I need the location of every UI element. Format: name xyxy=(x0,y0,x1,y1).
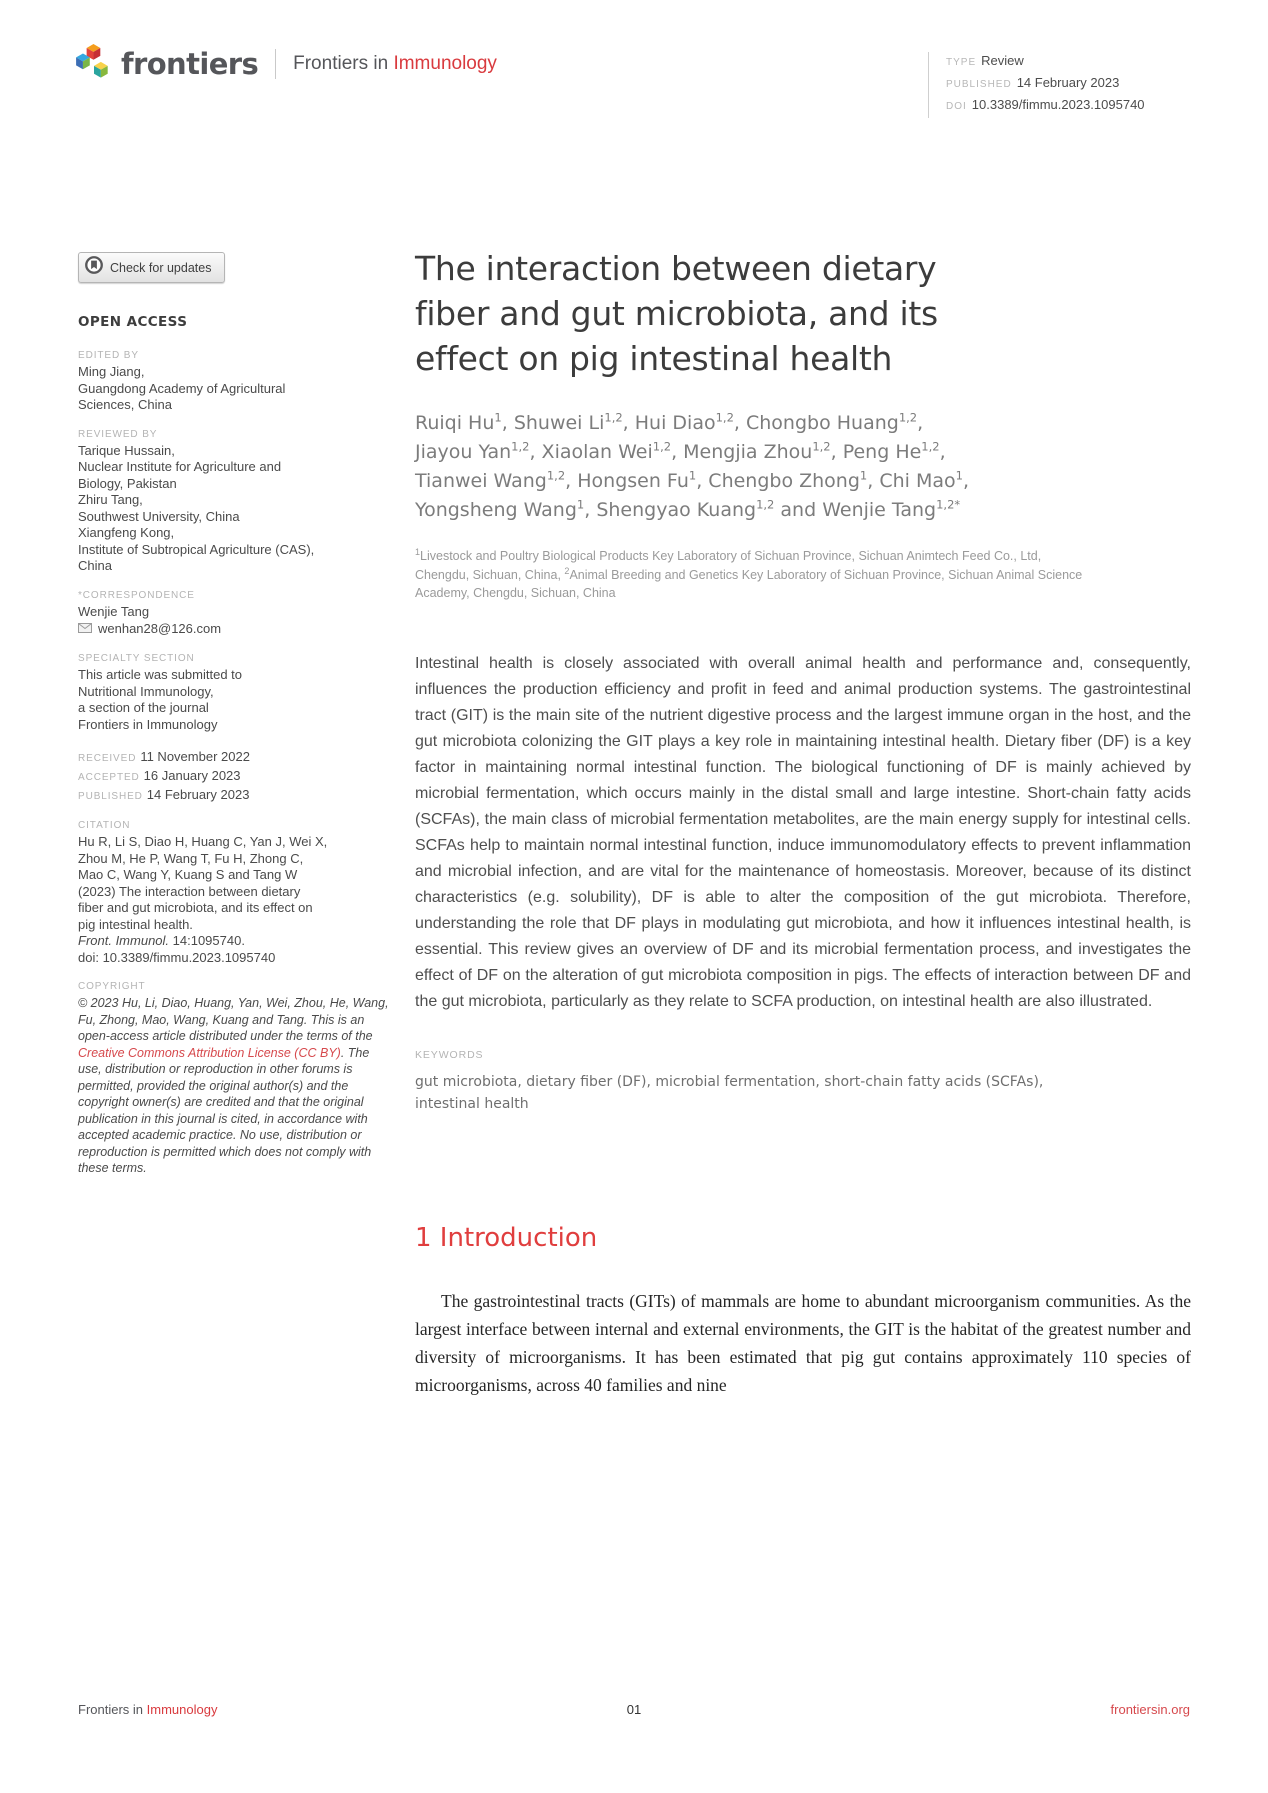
article-meta-block xyxy=(928,52,1226,118)
citation-line: Zhou M, He P, Wang T, Fu H, Zhong C, xyxy=(78,850,304,866)
specialty-line: a section of the journal xyxy=(78,700,209,715)
citation-journal-line xyxy=(78,933,394,950)
cc-by-license-link[interactable]: Creative Commons Attribution License (CC BY) xyxy=(78,1045,341,1060)
date-label: RECEIVED xyxy=(78,753,137,764)
reviewed-by-label: REVIEWED BY xyxy=(78,428,158,440)
meta-value: Review xyxy=(981,53,1024,68)
check-for-updates-label: Check for updates xyxy=(110,260,212,275)
specialty-line: Frontiers in Immunology xyxy=(78,716,218,732)
correspondence-email-link[interactable] xyxy=(78,620,394,638)
header-divider xyxy=(275,49,276,79)
dates-section xyxy=(78,748,394,805)
correspondence-section xyxy=(78,590,394,639)
citation-doi: doi: 10.3389/fimmu.2023.1095740 xyxy=(78,949,276,965)
citation-line: fiber and gut microbiota, and its effect on xyxy=(78,900,313,915)
correspondence-name: Wenjie Tang xyxy=(78,603,150,619)
citation-section xyxy=(78,820,394,966)
reviewed-by-line: Institute of Subtropical Agriculture (CAS), xyxy=(78,541,315,557)
abstract-text: Intestinal health is closely associated with overall animal health and performance and, consequently, influences the production efficiency and profit in feed and animal production systems. The gastrointestinal tract (GIT) is the main site of the nutrient digestive process and the largest immune organ in the host, and the gut microbiota colonizing the GIT plays a key role in maintaining intestinal health. Dietary fiber (DF) is a key factor in maintaining normal intestinal function. The biological functioning of DF is mainly achieved by microbial fermentation, which occurs mainly in the distal small and large intestine. Short-chain fatty acids (SCFAs), the main class of microbial fermentation metabolites, are the main energy supply for intestinal cells. SCFAs help to maintain normal intestinal function, induce immunomodulatory effects to prevent inflammation and microbial infection, and are vital for the maintenance of homeostasis. Moreover, because of its distinct characteristics (e.g. solubility), DF is able to alter the composition of the gut microbiota. Therefore, understanding the role that DF plays in modulating gut microbiota, and how it influences intestinal health, is essential. This review gives an overview of DF and its microbial fermentation process, and investigates the effect of DF on the alteration of gut microbiota composition in pigs. The effects of interaction between DF and the gut microbiota, particularly as they relate to SCFA production, on intestinal health are also illustrated. xyxy=(415,654,1191,1010)
citation-line: Mao C, Wang Y, Kuang S and Tang W xyxy=(78,867,298,882)
article-title-line: effect on pig intestinal health xyxy=(415,339,893,378)
meta-row xyxy=(946,74,1226,92)
citation-lines xyxy=(78,834,394,933)
footer-page-number: 01 xyxy=(626,1702,642,1717)
reviewed-by-line: Tarique Hussain, xyxy=(78,442,175,458)
date-row xyxy=(78,767,394,786)
specialty-section xyxy=(78,653,394,733)
keywords-line: gut microbiota, dietary fiber (DF), microbial fermentation, short-chain fatty acids (SCFAs), xyxy=(415,1073,1044,1090)
reviewed-by-lines xyxy=(78,443,394,575)
footer-journal-red: Immunology xyxy=(146,1702,218,1717)
author-list xyxy=(415,409,1191,525)
specialty-label: SPECIALTY SECTION xyxy=(78,653,195,664)
date-row xyxy=(78,748,394,767)
date-label: PUBLISHED xyxy=(78,791,143,802)
frontiers-logo-text: frontiers xyxy=(121,47,259,81)
edited-by-line: Guangdong Academy of Agricultural xyxy=(78,380,286,396)
open-access-badge: OPEN ACCESS xyxy=(78,314,188,330)
author-line: Ruiqi Hu$^1$, Shuwei Li$^{1,2}$, Hui Diao$^{1,2}$, Chongbo Huang$^{1,2}$, xyxy=(415,410,924,434)
copyright-section xyxy=(78,981,394,1177)
meta-label: PUBLISHED xyxy=(946,79,1012,90)
reviewed-by-line: Biology, Pakistan xyxy=(78,475,177,491)
meta-value: 14 February 2023 xyxy=(1016,75,1120,90)
crossmark-icon xyxy=(85,256,103,279)
date-value: 14 February 2023 xyxy=(146,787,250,802)
author-line: Yongsheng Wang$^1$, Shengyao Kuang$^{1,2}$ and Wenjie Tang$^{1,2*}$ xyxy=(415,497,961,521)
footer-journal xyxy=(78,1702,449,1717)
page-footer xyxy=(78,1702,1190,1717)
section-heading-introduction: 1 Introduction xyxy=(415,1222,598,1253)
copyright-before-link: © 2023 Hu, Li, Diao, Huang, Yan, Wei, Zhou, He, Wang, Fu, Zhong, Mao, Wang, Kuang and Tang. This is an open-access article distributed under the terms of the xyxy=(78,996,389,1043)
affiliations: $^1$Livestock and Poultry Biological Products Key Laboratory of Sichuan Province, Sichuan Animtech Feed Co., Ltd, Chengdu, Sichuan, China, $^2$Animal Breeding and Genetics Key Laboratory of Sichuan Province, Sichuan Animal Science Academy, Chengdu, Sichuan, China xyxy=(415,546,1083,600)
footer-journal-prefix: Frontiers in xyxy=(78,1702,147,1717)
correspondence-label: *CORRESPONDENCE xyxy=(78,589,195,601)
copyright-text xyxy=(78,995,394,1177)
envelope-icon xyxy=(78,620,92,638)
check-for-updates-button[interactable] xyxy=(78,252,225,283)
reviewed-by-line: Nuclear Institute for Agriculture and xyxy=(78,459,282,474)
journal-name xyxy=(293,53,497,75)
keywords-label: KEYWORDS xyxy=(415,1048,484,1061)
reviewed-by-line: Zhiru Tang, xyxy=(78,492,143,507)
edited-by-section xyxy=(78,350,394,414)
article-body xyxy=(415,246,1191,1399)
citation-line: Hu R, Li S, Diao H, Huang C, Yan J, Wei X, xyxy=(78,834,328,849)
copyright-label: COPYRIGHT xyxy=(78,981,146,992)
article-title xyxy=(415,246,1191,381)
citation-journal-name: Front. Immunol. xyxy=(78,933,170,948)
citation-line: pig intestinal health. xyxy=(78,916,193,932)
citation-line: (2023) The interaction between dietary xyxy=(78,883,301,899)
reviewed-by-line: Xiangfeng Kong, xyxy=(78,525,175,540)
meta-label: TYPE xyxy=(946,57,977,68)
edited-by-label: EDITED BY xyxy=(78,350,139,361)
keywords-line: intestinal health xyxy=(415,1095,529,1112)
author-line: Tianwei Wang$^{1,2}$, Hongsen Fu$^1$, Chengbo Zhong$^1$, Chi Mao$^1$, xyxy=(415,468,970,492)
edited-by-lines xyxy=(78,364,394,414)
date-value: 11 November 2022 xyxy=(140,749,250,764)
frontiers-logo xyxy=(76,44,497,84)
meta-row xyxy=(946,52,1226,70)
article-title-line: fiber and gut microbiota, and its xyxy=(415,294,938,333)
author-line: Jiayou Yan$^{1,2}$, Xiaolan Wei$^{1,2}$, Mengjia Zhou$^{1,2}$, Peng He$^{1,2}$, xyxy=(415,439,946,463)
correspondence-email: wenhan28@126.com xyxy=(98,621,222,636)
frontiers-cubes-icon xyxy=(76,44,112,84)
journal-name-red: Immunology xyxy=(393,53,497,74)
date-label: ACCEPTED xyxy=(78,772,140,783)
reviewed-by-line: China xyxy=(78,558,112,573)
footer-site-link[interactable]: frontiersin.org xyxy=(1110,1702,1191,1717)
introduction-paragraph: The gastrointestinal tracts (GITs) of mammals are home to abundant microorganism communities. As the largest interface between internal and external environments, the GIT is the habitat of the greatest number and diversity of microorganisms. It has been estimated that pig gut contains approximately 110 species of microorganisms, across 40 families and nine xyxy=(415,1290,1191,1395)
specialty-lines xyxy=(78,667,394,733)
meta-label: DOI xyxy=(946,101,967,112)
meta-row xyxy=(946,96,1226,114)
citation-volume: 14:1095740. xyxy=(169,933,245,948)
edited-by-line: Sciences, China xyxy=(78,397,172,412)
journal-name-prefix: Frontiers in xyxy=(293,53,394,74)
reviewed-by-line: Southwest University, China xyxy=(78,508,240,524)
edited-by-line: Ming Jiang, xyxy=(78,364,145,379)
date-row xyxy=(78,786,394,805)
specialty-line: This article was submitted to xyxy=(78,667,243,682)
sidebar xyxy=(78,314,394,1192)
article-title-line: The interaction between dietary xyxy=(415,249,937,288)
reviewed-by-section xyxy=(78,429,394,575)
copyright-after-link: . The use, distribution or reproduction in other forums is permitted, provided the original author(s) and the copyright owner(s) are credited and that the original publication in this journal is cited, in accordance with accepted academic practice. No use, distribution or reproduction is permitted which does not comply with these terms. xyxy=(78,1045,372,1175)
keywords-text xyxy=(415,1071,1191,1115)
meta-value: 10.3389/fimmu.2023.1095740 xyxy=(971,97,1145,112)
specialty-line: Nutritional Immunology, xyxy=(78,683,214,699)
date-value: 16 January 2023 xyxy=(143,768,241,783)
citation-label: CITATION xyxy=(78,820,131,831)
